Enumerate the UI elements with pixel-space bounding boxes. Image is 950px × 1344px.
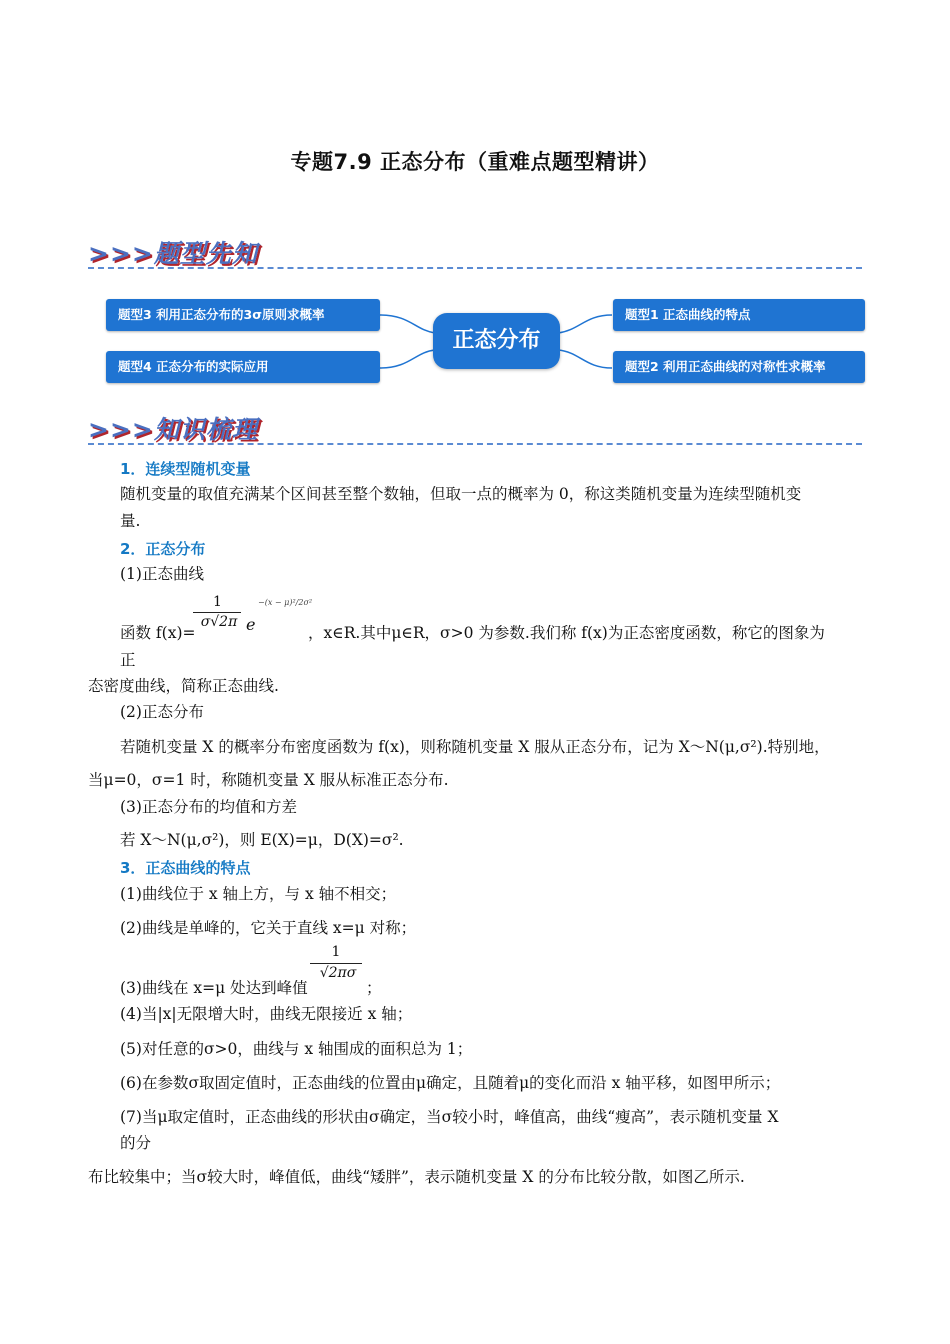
topic-node-3: 题型3 利用正态分布的3σ原则求概率 xyxy=(106,299,380,331)
subheading: (2)正态分布 xyxy=(120,703,204,721)
banner-label: 题型先知 xyxy=(153,239,258,268)
list-item: (3)曲线在 x=μ 处达到峰值 xyxy=(120,979,308,997)
punctuation: ； xyxy=(366,979,382,997)
fraction-denominator: σ√2π xyxy=(200,614,238,630)
chevron-triple-icon: >>> xyxy=(88,415,154,444)
chevron-triple-icon: >>> xyxy=(88,239,154,268)
page-title: 专题7.9 正态分布（重难点题型精讲） xyxy=(290,150,660,174)
paragraph: 当μ=0，σ=1 时，称随机变量 X 服从标准正态分布. xyxy=(88,771,449,789)
paragraph: 随机变量的取值充满某个区间甚至整个数轴，但取一点的概率为 0，称这类随机变量为连续型随机变 xyxy=(120,485,802,503)
list-item: (6)在参数σ取固定值时，正态曲线的位置由μ确定，且随着μ的变化而沿 x 轴平移，如图甲所示； xyxy=(120,1074,781,1092)
paragraph: 若随机变量 X 的概率分布密度函数为 f(x)，则称随机变量 X 服从正态分布，记为 X～N(μ,σ²).特别地， xyxy=(120,738,830,756)
section-heading-1: 1．连续型随机变量 xyxy=(120,460,251,478)
paragraph: 布比较集中；当σ较大时，峰值低，曲线“矮胖”，表示随机变量 X 的分布比较分散，如图乙所示. xyxy=(88,1168,745,1186)
topic-node-2: 题型2 利用正态曲线的对称性求概率 xyxy=(613,351,865,383)
exponent: −(x − μ)²/2σ² xyxy=(258,598,313,607)
list-item: (5)对任意的σ>0，曲线与 x 轴围成的面积总为 1； xyxy=(120,1040,473,1058)
section-heading-3: 3．正态曲线的特点 xyxy=(120,859,251,877)
fraction-numerator: 1 xyxy=(331,944,341,960)
section-heading-2: 2．正态分布 xyxy=(120,540,206,558)
list-item: (4)当|x|无限增大时，曲线无限接近 x 轴； xyxy=(120,1005,413,1023)
list-item: (7)当μ取定值时，正态曲线的形状由σ确定，当σ较小时，峰值高，曲线“瘦高”，表示随机变量 X xyxy=(120,1108,779,1126)
paragraph: 的分 xyxy=(120,1134,152,1152)
paragraph: 量. xyxy=(120,512,141,530)
subheading: (1)正态曲线 xyxy=(120,565,204,583)
paragraph: 正 xyxy=(120,651,136,669)
fraction-bar xyxy=(193,612,241,613)
subheading: (3)正态分布的均值和方差 xyxy=(120,798,297,816)
formula-prefix: 函数 f(x)= xyxy=(120,624,196,642)
paragraph: 态密度曲线，简称正态曲线. xyxy=(88,677,279,695)
list-item: (2)曲线是单峰的，它关于直线 x=μ 对称； xyxy=(120,919,417,937)
fraction-bar xyxy=(310,963,362,964)
banner-label: 知识梳理 xyxy=(153,415,258,444)
list-item: (1)曲线位于 x 轴上方，与 x 轴不相交； xyxy=(120,885,397,903)
section-banner-knowledge xyxy=(88,410,258,446)
topic-node-4: 题型4 正态分布的实际应用 xyxy=(106,351,380,383)
mindmap-center-node: 正态分布 xyxy=(433,313,560,369)
fraction-denominator: √2πσ xyxy=(319,965,357,981)
paragraph: 若 X～N(μ,σ²)，则 E(X)=μ，D(X)=σ². xyxy=(120,831,404,849)
exp-base: e xyxy=(246,615,256,634)
fraction-numerator: 1 xyxy=(213,594,222,610)
topic-node-1: 题型1 正态曲线的特点 xyxy=(613,299,865,331)
formula-suffix: ，x∈R.其中μ∈R，σ>0 为参数.我们称 f(x)为正态密度函数，称它的图象为 xyxy=(308,624,825,642)
mindmap xyxy=(0,0,950,400)
divider xyxy=(88,443,862,445)
